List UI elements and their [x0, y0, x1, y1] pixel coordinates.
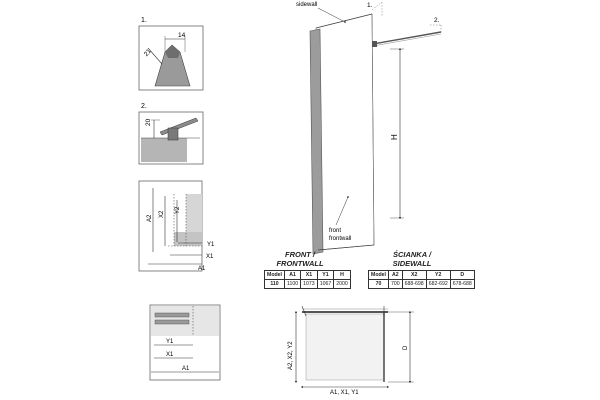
sidewall-leader [318, 8, 345, 22]
front-table-header-y1: Y1 [317, 271, 334, 280]
dim-20-label: 20 [145, 118, 152, 126]
stabilizer-bar [373, 32, 441, 44]
detail-2 [139, 103, 203, 164]
front-table-header-model: Model [265, 271, 285, 280]
sidewall-panel [316, 14, 374, 250]
wall-bracket [372, 41, 377, 47]
side-table-row [369, 280, 475, 289]
front-table-header-h: H [334, 271, 351, 280]
side-table-header-y2: Y2 [426, 271, 450, 280]
side-table-cell: 682-692 [426, 280, 450, 289]
front-table-header-row [265, 271, 351, 280]
side-table-title-line1: ŚCIANKA / [392, 250, 432, 259]
front-table-cell: 1100 [285, 280, 301, 289]
front-table [264, 270, 351, 289]
side-table-header-row [369, 271, 475, 280]
detail-4-profile-bottom [155, 320, 189, 324]
dim-y1-b-label: Y1 [166, 339, 174, 345]
front-table-cell: 110 [265, 280, 285, 289]
detail-2-number: 2. [141, 103, 147, 110]
dim-d-label: D [403, 345, 409, 350]
dim-y2-label: Y2 [175, 206, 181, 214]
front-table-header-x1: X1 [301, 271, 318, 280]
dim-a2-label: A2 [147, 214, 153, 222]
front-label-line1: front [329, 228, 342, 234]
front-table-header-a1: A1 [285, 271, 301, 280]
dim-14-label: 14 [178, 32, 186, 39]
detail-corner-topview [139, 181, 215, 272]
dim-a1-b-label: A1 [182, 366, 190, 372]
front-table-title-line1: FRONT / [285, 250, 315, 259]
detail-1-number: 1. [141, 17, 147, 24]
side-table-header-model: Model [369, 271, 389, 280]
detail-2-clamp [168, 128, 178, 140]
side-table-title-line2: SIDEWALL [392, 259, 432, 268]
dim-21-label: 21 [142, 47, 153, 58]
plan-floor [306, 314, 384, 380]
detail-2-wall [141, 138, 187, 162]
dim-a1-label: A1 [198, 266, 206, 272]
side-table-header-a2: A2 [389, 271, 403, 280]
front-table-title [258, 250, 342, 268]
front-table-row [265, 280, 351, 289]
dim-x1-label: X1 [206, 254, 214, 260]
side-table-cell: 688-698 [402, 280, 426, 289]
side-table-title [370, 250, 454, 268]
detail-1 [139, 17, 203, 90]
side-table [368, 270, 475, 289]
detail-3-front-panel [174, 232, 202, 246]
side-table-cell: 70 [369, 280, 389, 289]
detail-walkin-topview [150, 305, 220, 380]
dim-x2-label: X2 [159, 210, 165, 218]
dim-x1-b-label: X1 [166, 352, 174, 358]
sidewall-label: sidewall [296, 2, 318, 8]
front-table-cell: 1067 [317, 280, 334, 289]
front-table-cell: 2000 [334, 280, 351, 289]
detail-4-profile-top [155, 313, 189, 317]
dim-a2x2y2-label: A2, X2, Y2 [288, 341, 294, 370]
plan-view [288, 306, 414, 396]
callout-1-main: 1. [367, 2, 373, 9]
side-table-header-d: D [450, 271, 474, 280]
dim-h-label: H [390, 134, 399, 140]
main-perspective-view [296, 2, 441, 254]
side-table-header-x2: X2 [402, 271, 426, 280]
side-table-cell: 678-688 [450, 280, 474, 289]
front-table-cell: 1073 [301, 280, 318, 289]
front-label-line2: frontwall [329, 236, 352, 242]
side-table-cell: 700 [389, 280, 403, 289]
front-table-title-line2: FRONTWALL [276, 259, 324, 268]
callout-2-main: 2. [434, 17, 440, 24]
dim-y1-label: Y1 [207, 242, 215, 248]
dim-a1x1y1-label: A1, X1, Y1 [330, 390, 359, 396]
